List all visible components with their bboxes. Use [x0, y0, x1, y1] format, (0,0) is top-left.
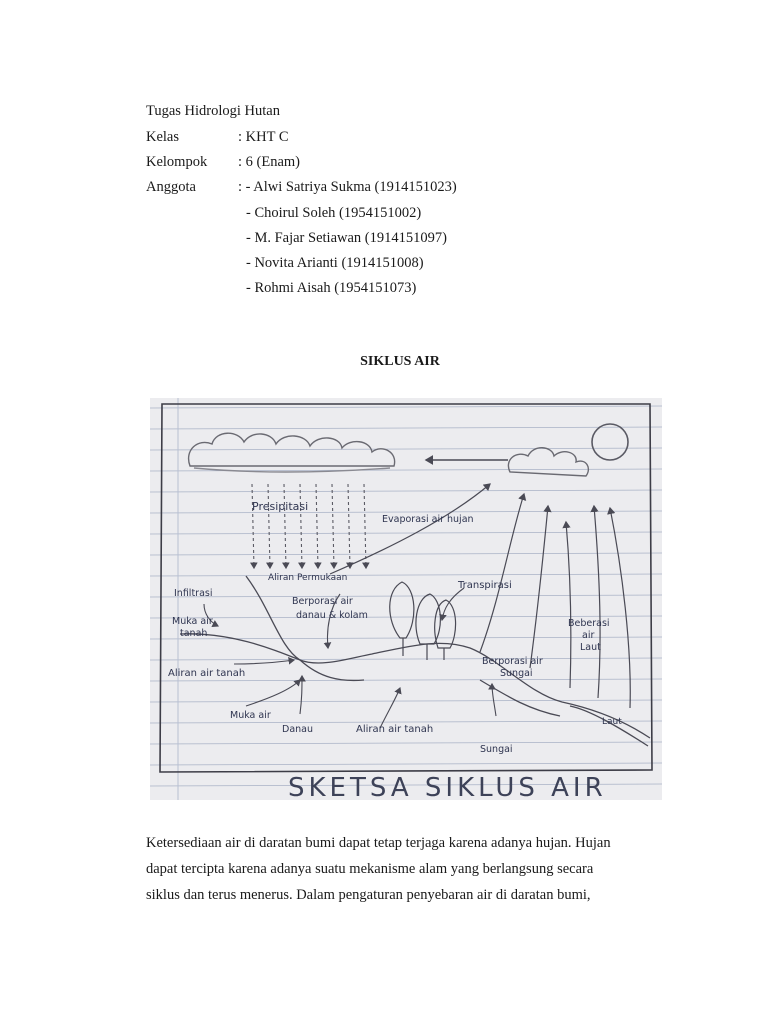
- label-infiltrasi: Infiltrasi: [174, 588, 213, 599]
- member-item: - Novita Arianti (1914151008): [246, 255, 424, 271]
- sketch-caption: SKETSA SIKLUS AIR: [288, 773, 607, 800]
- label-beberasi-laut-2: air: [582, 630, 595, 641]
- paragraph-line: siklus dan terus menerus. Dalam pengaturan penyebaran air di daratan bumi,: [146, 887, 591, 903]
- label-aliran-air-tanah-bottom: Aliran air tanah: [356, 724, 434, 735]
- member-item: - Choirul Soleh (1954151002): [246, 205, 422, 221]
- label-presipitasi: Presipitasi: [252, 500, 309, 513]
- label-muka-air-tanah-2: tanah: [180, 628, 208, 639]
- member-item: - Rohmi Aisah (1954151073): [246, 280, 417, 296]
- label-beberasi-laut-3: Laut: [580, 642, 601, 653]
- water-cycle-sketch: [150, 398, 662, 800]
- label-berporasi-sungai: Berporasi air: [482, 656, 543, 667]
- label-transpirasi: Transpirasi: [458, 580, 512, 591]
- label-aliran-permukaan: Aliran Permukaan: [268, 573, 348, 583]
- member-item: - M. Fajar Setiawan (1914151097): [246, 230, 447, 246]
- label-danau: Danau: [282, 724, 314, 735]
- label-berporasi-danau-2: danau & kolam: [296, 610, 368, 621]
- sketch-drawing: [150, 398, 662, 800]
- label-berporasi-danau: Berporasi air: [292, 596, 353, 607]
- field-label-kelompok: Kelompok: [146, 154, 208, 170]
- paragraph-line: dapat tercipta karena adanya suatu mekanisme alam yang berlangsung secara: [146, 861, 594, 877]
- document-title: Tugas Hidrologi Hutan: [146, 103, 280, 119]
- field-value-kelompok: : 6 (Enam): [238, 154, 301, 170]
- label-laut: Laut: [602, 717, 622, 727]
- label-beberasi-laut: Beberasi: [568, 618, 610, 629]
- label-muka-air: Muka air: [230, 710, 271, 721]
- field-value-kelas: : KHT C: [238, 129, 289, 145]
- label-muka-air-tanah: Muka air: [172, 616, 213, 627]
- paragraph-line: Ketersediaan air di daratan bumi dapat tetap terjaga karena adanya hujan. Hujan: [146, 835, 611, 851]
- field-label-anggota: Anggota: [146, 179, 196, 195]
- label-sungai: Sungai: [480, 744, 513, 755]
- label-berporasi-sungai-2: Sungai: [500, 668, 533, 679]
- section-title: SIKLUS AIR: [360, 354, 440, 369]
- label-aliran-air-tanah-left: Aliran air tanah: [168, 668, 246, 679]
- paper-background: [150, 398, 662, 800]
- field-label-kelas: Kelas: [146, 129, 180, 145]
- field-value-anggota: : - Alwi Satriya Sukma (1914151023): [238, 179, 457, 195]
- label-evaporasi-air-hujan: Evaporasi air hujan: [382, 514, 474, 525]
